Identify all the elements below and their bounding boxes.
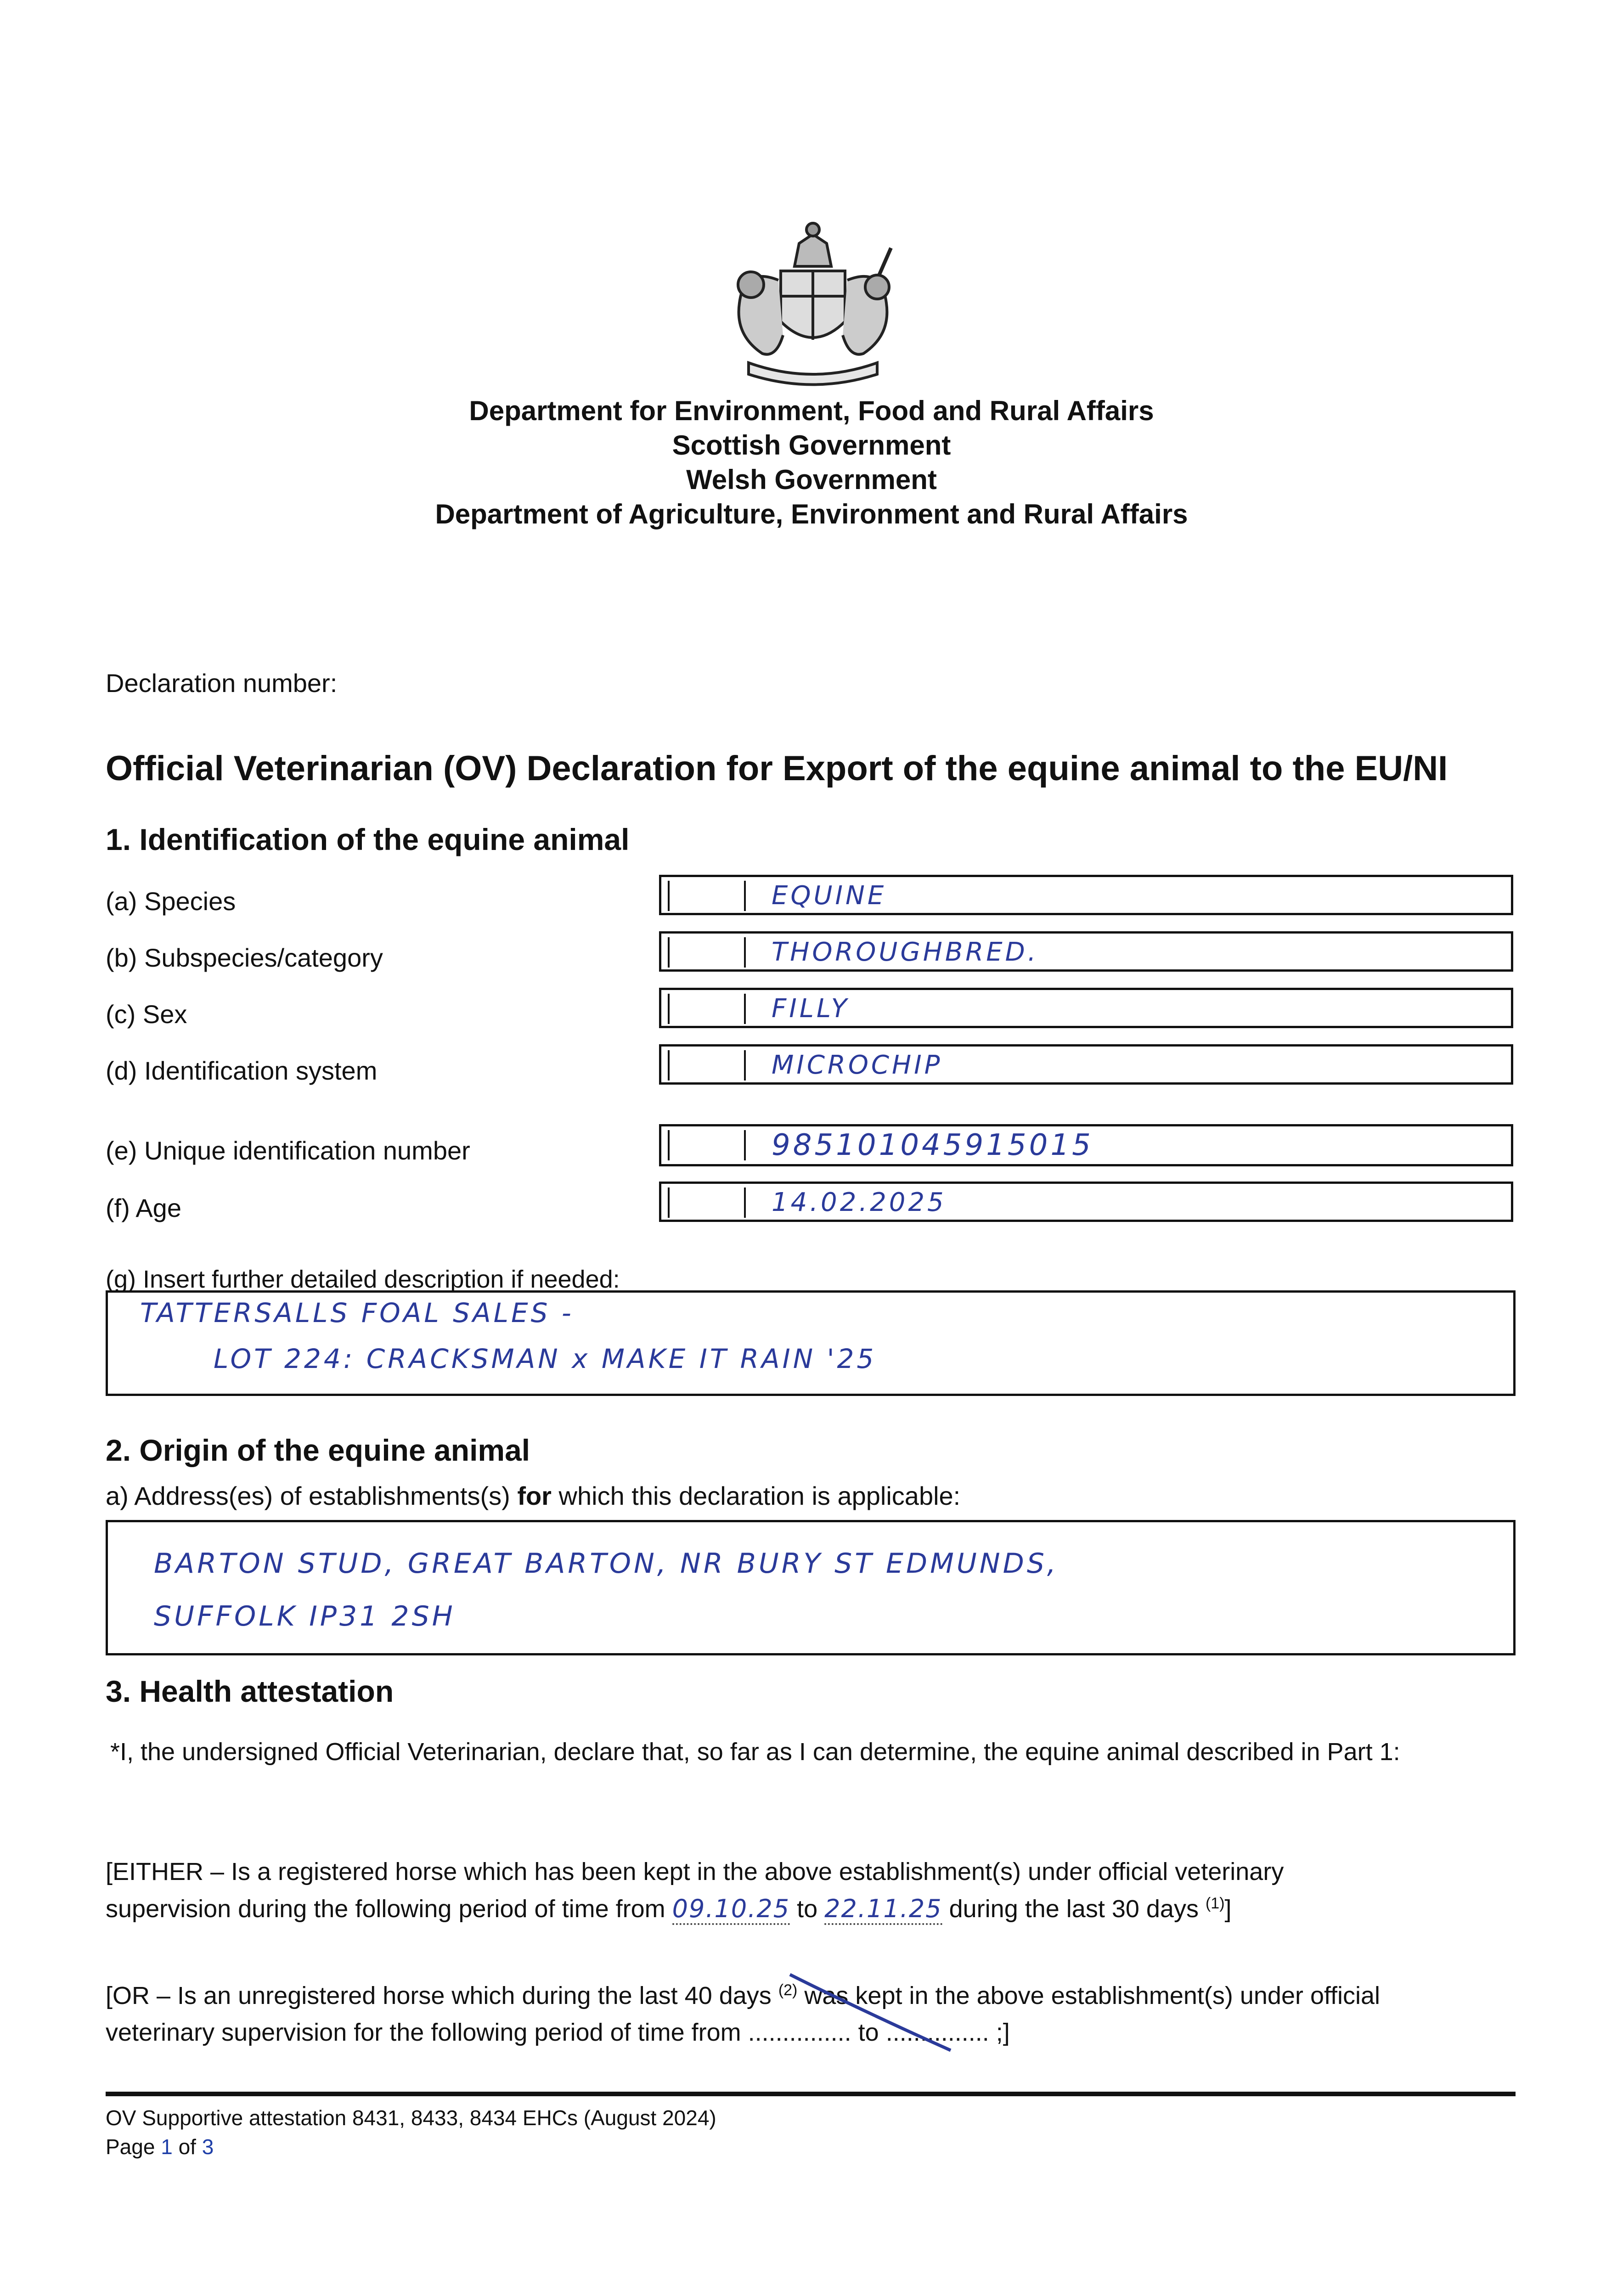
or-clause-line2: veterinary supervision for the following period of time from ............... to ............... ;] <box>106 2019 1010 2046</box>
unique-id-value: 985101045915015 <box>772 1128 1093 1162</box>
subspecies-value: THOROUGHBRED. <box>772 937 1039 967</box>
age-value: 14.02.2025 <box>772 1187 947 1217</box>
sex-label: (c) Sex <box>106 1000 187 1029</box>
section-3-heading: 3. Health attestation <box>106 1674 394 1708</box>
strike-through-mark <box>781 1970 955 2053</box>
identification-system-label: (d) Identification system <box>106 1056 378 1085</box>
health-attestation-intro: *I, the undersigned Official Veterinarian, declare that, so far as I can determine, the equine animal described in Part 1: <box>110 1738 1400 1766</box>
footer-attestation: OV Supportive attestation 8431, 8433, 8434 EHCs (August 2024) <box>106 2106 716 2130</box>
or-clause-line1: [OR – Is an unregistered horse which during the last 40 days $^{(2)}$ was kept in the above establishment(s) under official <box>106 1981 1381 2009</box>
address-field[interactable] <box>106 1520 1516 1655</box>
department-name: Department of Agriculture, Environment and Rural Affairs <box>435 499 1188 529</box>
age-field[interactable] <box>659 1182 1513 1222</box>
either-clause-line1: [EITHER – Is a registered horse which has been kept in the above establishment(s) under official veterinary <box>106 1858 1284 1885</box>
department-name: Welsh Government <box>686 464 937 495</box>
section-2-heading: 2. Origin of the equine animal <box>106 1433 530 1467</box>
sex-field[interactable] <box>659 988 1513 1028</box>
further-description-field[interactable] <box>106 1290 1516 1396</box>
document-title: Official Veterinarian (OV) Declaration for Export of the equine animal to the EU/NI <box>106 749 1448 788</box>
either-clause-line2: supervision during the following period of time from 09.10.25 to 22.11.25 during the last 30 days $^{(1)}$] <box>106 1894 1232 1923</box>
further-description-label: (g) Insert further detailed description if needed: <box>106 1266 620 1293</box>
department-name: Department for Environment, Food and Rural Affairs <box>469 395 1154 426</box>
page-indicator: Page 1 of 3 <box>106 2135 214 2159</box>
identification-system-field[interactable] <box>659 1044 1513 1085</box>
subspecies-field[interactable] <box>659 931 1513 972</box>
age-label: (f) Age <box>106 1193 181 1222</box>
department-name: Scottish Government <box>672 430 951 461</box>
species-value: EQUINE <box>772 881 887 911</box>
unique-id-field[interactable] <box>659 1124 1513 1166</box>
footer-divider <box>106 2092 1516 2096</box>
sex-value: FILLY <box>772 994 850 1024</box>
identification-system-value: MICROCHIP <box>772 1050 943 1080</box>
declaration-number-label: Declaration number: <box>106 669 338 698</box>
species-label: (a) Species <box>106 887 236 916</box>
address-label: a) Address(es) of establishments(s) for which this declaration is applicable: <box>106 1481 961 1510</box>
unique-id-label: (e) Unique identification number <box>106 1136 470 1165</box>
section-1-heading: 1. Identification of the equine animal <box>106 822 630 856</box>
further-description-line: TATTERSALLS FOAL SALES - <box>140 1297 574 1328</box>
royal-coat-of-arms-logo <box>698 216 928 390</box>
either-to-date[interactable]: 22.11.25 <box>824 1894 942 1925</box>
subspecies-label: (b) Subspecies/category <box>106 943 383 972</box>
species-field[interactable] <box>659 875 1513 915</box>
either-from-date[interactable]: 09.10.25 <box>672 1894 790 1925</box>
further-description-line: LOT 224: CRACKSMAN x MAKE IT RAIN '25 <box>214 1343 877 1374</box>
address-line: BARTON STUD, GREAT BARTON, NR BURY ST EDMUNDS, <box>154 1548 1059 1580</box>
address-line: SUFFOLK IP31 2SH <box>154 1600 456 1632</box>
